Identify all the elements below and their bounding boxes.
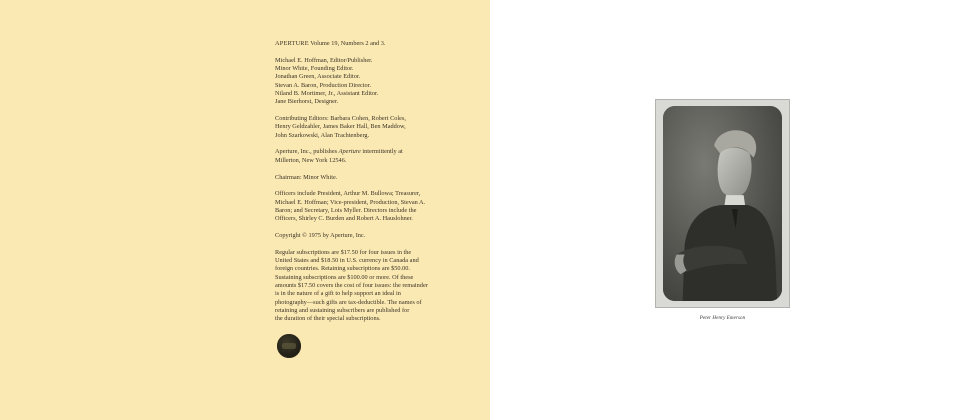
publisher-seal-logo [277, 334, 301, 358]
subscriptions [275, 249, 475, 324]
contributing-editors [275, 115, 475, 140]
publisher-title-italic: Aperture [338, 148, 361, 156]
staff-line: Jane Bierhorst, Designer. [275, 98, 339, 106]
subscription-line: the duration of their special subscriptions. [275, 315, 381, 323]
volume-info: Volume 19, Numbers 2 and 3. [308, 40, 386, 47]
subscription-line: foreign countries. Retaining subscriptions are $50.00. [275, 265, 411, 273]
subscription-line: Regular subscriptions are $17.50 for four issues in the [275, 248, 412, 256]
officers-line: Officers, Shirley C. Burden and Robert A. Hauslohner. [275, 215, 413, 223]
portrait-photo [663, 106, 782, 301]
subscription-line: retaining and sustaining subscribers are published for [275, 306, 410, 314]
contributing-line: Henry Geldzahler, James Baker Hall, Ben Maddow, [275, 123, 406, 131]
portrait-photo-frame [655, 99, 790, 308]
title-line [275, 40, 475, 48]
staff-line: Jonathan Green, Associate Editor. [275, 73, 361, 81]
staff-line: Stevan A. Baron, Production Director. [275, 81, 372, 89]
photo-caption: Peter Henry Emerson [699, 316, 746, 321]
subscription-line: Sustaining subscriptions are $100.00 or more. Of these [275, 273, 414, 281]
publisher-text-b: intermittently at [360, 148, 403, 156]
publisher-address: Millerton, New York 12546. [275, 156, 347, 164]
subscription-line: United States and $18.50 in U.S. currency in Canada and [275, 257, 419, 265]
officers-line: Michael E. Hoffman; Vice-president, Production, Stevan A. [275, 198, 426, 206]
officers [275, 190, 475, 223]
contributing-line: John Szarkowski, Alan Trachtenberg. [275, 131, 370, 139]
magazine-name: APERTURE [275, 40, 309, 47]
officers-line: Officers include President, Arthur M. Bullowa; Treasurer, [275, 190, 421, 198]
officers-line: Baron; and Secretary, Lois Myller. Directors include the [275, 206, 417, 214]
publisher-line [275, 148, 475, 156]
publisher-text-a: Aperture, Inc., publishes [275, 148, 339, 156]
subscription-line: amounts $17.50 covers the cost of four issues: the remainder [275, 282, 428, 290]
chairman: Chairman: Minor White. [275, 173, 338, 181]
contributing-line: Contributing Editors: Barbara Cohen, Robert Coles, [275, 115, 406, 123]
masthead-block [275, 40, 475, 332]
copyright: Copyright © 1975 by Aperture, Inc. [275, 232, 366, 240]
subscription-line: photography—such gifts are tax-deductible. The names of [275, 298, 422, 306]
publisher-info [275, 148, 475, 165]
staff-line: Minor White, Founding Editor. [275, 65, 354, 73]
staff-line: Michael E. Hoffman, Editor/Publisher. [275, 56, 373, 64]
staff-list [275, 57, 475, 107]
staff-line: Niland B. Mortimer, Jr., Assistant Editor. [275, 89, 379, 97]
portrait-illustration [663, 106, 782, 301]
subscription-line: is in the nature of a gift to help support an ideal in [275, 290, 401, 298]
